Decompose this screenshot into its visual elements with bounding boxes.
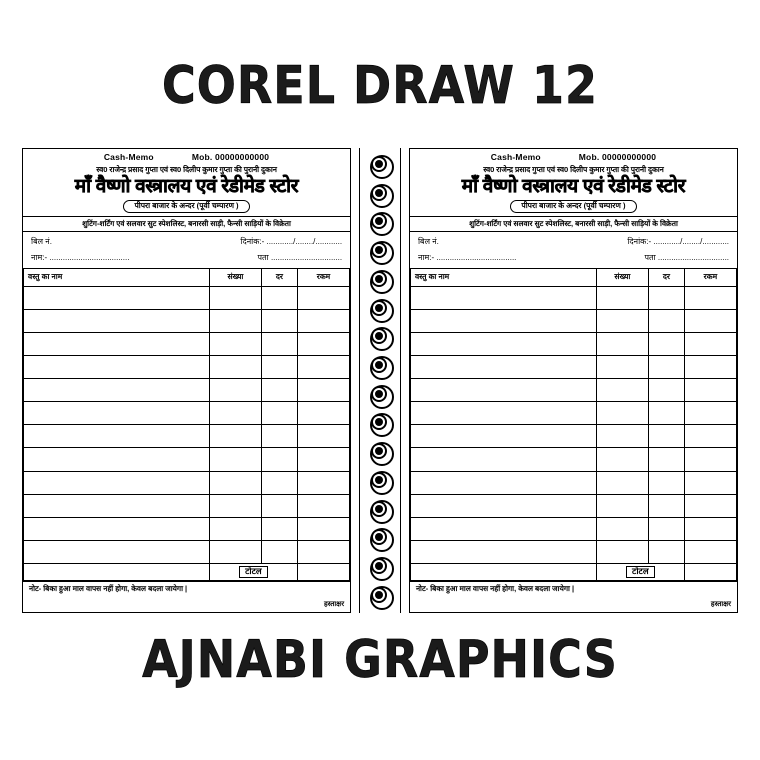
table-row bbox=[410, 286, 736, 309]
table-cell bbox=[684, 333, 736, 356]
name-address-row bbox=[31, 253, 342, 262]
table-cell bbox=[209, 425, 261, 448]
shop-name: माँ वैष्णो वस्त्रालय एवं रेडीमेड स्टोर bbox=[74, 176, 299, 198]
table-cell bbox=[648, 333, 684, 356]
table-cell bbox=[684, 425, 736, 448]
table-cell bbox=[24, 402, 210, 425]
table-cell bbox=[262, 356, 298, 379]
table-cell bbox=[262, 286, 298, 309]
table-cell bbox=[596, 402, 648, 425]
table-cell bbox=[262, 310, 298, 333]
table-cell bbox=[596, 310, 648, 333]
name-label: नाम:- bbox=[31, 252, 48, 262]
table-row bbox=[410, 310, 736, 333]
col-rate: दर bbox=[262, 268, 298, 286]
table-cell bbox=[684, 494, 736, 517]
memo-topline bbox=[410, 149, 737, 165]
date-label: दिनांक:- bbox=[627, 236, 652, 246]
table-cell bbox=[262, 402, 298, 425]
cash-memo-label: Cash-Memo bbox=[490, 152, 541, 162]
table-cell bbox=[648, 471, 684, 494]
table-cell bbox=[297, 333, 349, 356]
table-cell bbox=[262, 333, 298, 356]
table-cell bbox=[297, 517, 349, 540]
col-amount: रकम bbox=[297, 268, 349, 286]
table-cell bbox=[596, 286, 648, 309]
ornament-motif-icon bbox=[367, 181, 393, 207]
specialty-band: शुटिंग-शर्टिंग एवं सलवार सुट स्पेशलिस्ट, बनारसी साड़ी, फैन्सी साड़ियों के विक्रेता bbox=[410, 216, 737, 232]
shop-address-wrap bbox=[23, 199, 350, 216]
specialty-band: शुटिंग-शर्टिंग एवं सलवार सुट स्पेशलिस्ट, बनारसी साड़ी, फैन्सी साड़ियों के विक्रेता bbox=[23, 216, 350, 232]
table-cell bbox=[410, 286, 596, 309]
memo-fields bbox=[410, 232, 737, 268]
table-cell bbox=[24, 471, 210, 494]
shop-address: पीपरा बाजार के अन्दर (पूर्वी चम्पारण ) bbox=[510, 200, 636, 213]
table-cell bbox=[596, 425, 648, 448]
table-cell bbox=[684, 356, 736, 379]
total-row bbox=[410, 563, 736, 581]
ornament-motif-icon bbox=[367, 468, 393, 494]
table-row bbox=[24, 540, 350, 563]
table-row bbox=[410, 471, 736, 494]
table-cell bbox=[24, 286, 210, 309]
name-label: नाम:- bbox=[417, 252, 435, 262]
bill-date-row bbox=[418, 237, 729, 246]
cash-memo-left bbox=[22, 148, 351, 613]
date-value: ............/......../............ bbox=[653, 236, 730, 246]
ornament-motif-icon bbox=[367, 583, 393, 609]
table-cell bbox=[596, 494, 648, 517]
table-row bbox=[24, 402, 350, 425]
signature-label: हस्ताक्षर bbox=[323, 600, 345, 608]
table-cell bbox=[684, 448, 736, 471]
total-label-cell bbox=[596, 563, 684, 581]
table-cell bbox=[297, 425, 349, 448]
table-cell bbox=[24, 310, 210, 333]
table-cell bbox=[209, 310, 261, 333]
table-cell bbox=[24, 494, 210, 517]
table-cell bbox=[297, 471, 349, 494]
total-label-cell bbox=[209, 563, 297, 581]
name-field bbox=[31, 253, 129, 262]
items-header-row bbox=[24, 268, 350, 286]
table-cell bbox=[410, 448, 596, 471]
table-row bbox=[24, 333, 350, 356]
table-row bbox=[410, 540, 736, 563]
table-cell bbox=[596, 517, 648, 540]
table-cell bbox=[297, 540, 349, 563]
table-cell bbox=[410, 494, 596, 517]
table-row bbox=[410, 517, 736, 540]
table-cell bbox=[648, 494, 684, 517]
table-row bbox=[24, 448, 350, 471]
table-cell bbox=[297, 402, 349, 425]
memo-fields bbox=[23, 232, 350, 268]
table-row bbox=[24, 425, 350, 448]
table-row bbox=[410, 494, 736, 517]
table-cell bbox=[410, 471, 596, 494]
memo-note: नोट- बिका हुआ माल वापस नहीं होगा, केवल बदला जायेगा | bbox=[410, 581, 737, 595]
table-cell bbox=[262, 425, 298, 448]
table-cell bbox=[648, 356, 684, 379]
table-cell bbox=[297, 379, 349, 402]
ornament-motif-icon bbox=[367, 152, 393, 178]
table-cell bbox=[209, 379, 261, 402]
address-field bbox=[258, 253, 343, 262]
table-cell bbox=[648, 286, 684, 309]
items-header-row bbox=[410, 268, 736, 286]
total-amount-cell bbox=[684, 563, 736, 581]
date-field bbox=[627, 237, 729, 246]
table-cell bbox=[262, 540, 298, 563]
table-row bbox=[410, 425, 736, 448]
total-row bbox=[24, 563, 350, 581]
table-row bbox=[24, 379, 350, 402]
table-cell bbox=[297, 494, 349, 517]
table-cell bbox=[297, 310, 349, 333]
table-cell bbox=[209, 471, 261, 494]
name-address-row bbox=[418, 253, 729, 262]
name-field bbox=[418, 253, 516, 262]
date-value: ............/......../............ bbox=[266, 236, 343, 246]
address-label: पता bbox=[644, 252, 656, 262]
col-qty: संख्या bbox=[596, 268, 648, 286]
table-cell bbox=[24, 356, 210, 379]
table-row bbox=[24, 286, 350, 309]
table-cell bbox=[648, 448, 684, 471]
table-cell bbox=[596, 379, 648, 402]
table-cell bbox=[410, 425, 596, 448]
table-cell bbox=[24, 379, 210, 402]
total-amount-cell bbox=[297, 563, 349, 581]
table-cell bbox=[262, 494, 298, 517]
proprietor-line: स्व0 राजेन्द्र प्रसाद गुप्ता एवं स्व0 दिलीप कुमार गुप्ता की पुरानी दुकान bbox=[96, 164, 277, 174]
ornament-motif-icon bbox=[367, 439, 393, 465]
table-cell bbox=[596, 333, 648, 356]
name-dots: .................................... bbox=[436, 252, 517, 262]
table-cell bbox=[410, 379, 596, 402]
ornament-motif-icon bbox=[367, 238, 393, 264]
col-rate: दर bbox=[648, 268, 684, 286]
bill-no-label: बिल नं. bbox=[417, 236, 439, 246]
table-row bbox=[24, 356, 350, 379]
cash-memo-label: Cash-Memo bbox=[103, 152, 154, 162]
ornamental-divider bbox=[359, 148, 401, 613]
table-cell bbox=[24, 448, 210, 471]
shop-address: पीपरा बाजार के अन्दर (पूर्वी चम्पारण ) bbox=[123, 200, 249, 213]
table-cell bbox=[684, 540, 736, 563]
table-cell bbox=[209, 448, 261, 471]
total-spacer bbox=[24, 563, 210, 581]
table-cell bbox=[24, 333, 210, 356]
ornament-motif-icon bbox=[367, 267, 393, 293]
table-cell bbox=[410, 333, 596, 356]
ornament-motif-icon bbox=[367, 382, 393, 408]
table-cell bbox=[297, 286, 349, 309]
table-cell bbox=[684, 471, 736, 494]
ornament-column bbox=[360, 148, 400, 613]
signature-label: हस्ताक्षर bbox=[710, 600, 732, 608]
items-table bbox=[410, 268, 737, 582]
name-dots: .................................... bbox=[49, 252, 130, 262]
table-cell bbox=[297, 448, 349, 471]
table-cell bbox=[209, 356, 261, 379]
table-row bbox=[24, 494, 350, 517]
table-cell bbox=[410, 540, 596, 563]
table-cell bbox=[209, 286, 261, 309]
col-qty: संख्या bbox=[209, 268, 261, 286]
table-row bbox=[410, 448, 736, 471]
table-row bbox=[410, 402, 736, 425]
page-title-top: COREL DRAW 12 bbox=[162, 54, 598, 116]
ornament-motif-icon bbox=[367, 497, 393, 523]
table-cell bbox=[262, 471, 298, 494]
col-item-name: वस्तु का नाम bbox=[24, 268, 210, 286]
table-cell bbox=[648, 517, 684, 540]
table-cell bbox=[648, 402, 684, 425]
shop-address-wrap bbox=[410, 199, 737, 216]
ornament-motif-icon bbox=[367, 554, 393, 580]
table-cell bbox=[648, 379, 684, 402]
ornament-motif-icon bbox=[367, 410, 393, 436]
memo-topline bbox=[23, 149, 350, 165]
ornament-motif-icon bbox=[367, 353, 393, 379]
table-cell bbox=[24, 517, 210, 540]
table-cell bbox=[596, 471, 648, 494]
ornament-motif-icon bbox=[367, 296, 393, 322]
table-cell bbox=[596, 448, 648, 471]
date-label: दिनांक:- bbox=[240, 236, 265, 246]
memo-area bbox=[22, 148, 738, 613]
table-cell bbox=[262, 379, 298, 402]
ornament-motif-icon bbox=[367, 525, 393, 551]
table-cell bbox=[596, 540, 648, 563]
total-label: टोटल bbox=[239, 566, 268, 578]
table-cell bbox=[648, 425, 684, 448]
table-cell bbox=[684, 310, 736, 333]
table-row bbox=[410, 379, 736, 402]
items-body-left bbox=[24, 286, 350, 563]
table-cell bbox=[24, 425, 210, 448]
total-spacer bbox=[410, 563, 596, 581]
table-cell bbox=[209, 333, 261, 356]
items-body-right bbox=[410, 286, 736, 563]
ornament-motif-icon bbox=[367, 209, 393, 235]
table-cell bbox=[209, 494, 261, 517]
cash-memo-right bbox=[409, 148, 738, 613]
table-cell bbox=[209, 517, 261, 540]
table-cell bbox=[24, 540, 210, 563]
memo-note: नोट- बिका हुआ माल वापस नहीं होगा, केवल बदला जायेगा | bbox=[23, 581, 350, 595]
page-title-bottom: AJNABI GRAPHICS bbox=[142, 628, 618, 690]
address-dots: ................................ bbox=[657, 252, 730, 262]
table-cell bbox=[410, 402, 596, 425]
address-label: पता bbox=[257, 252, 269, 262]
col-item-name: वस्तु का नाम bbox=[410, 268, 596, 286]
table-cell bbox=[648, 540, 684, 563]
table-cell bbox=[684, 402, 736, 425]
mobile-number: Mob. 00000000000 bbox=[578, 152, 657, 162]
date-field bbox=[240, 237, 342, 246]
bill-no-label: बिल नं. bbox=[31, 236, 52, 246]
table-row bbox=[410, 333, 736, 356]
table-cell bbox=[684, 286, 736, 309]
bill-date-row bbox=[31, 237, 342, 246]
total-label: टोटल bbox=[626, 566, 655, 578]
address-dots: ................................ bbox=[270, 252, 343, 262]
table-row bbox=[24, 310, 350, 333]
table-cell bbox=[262, 448, 298, 471]
table-row bbox=[410, 356, 736, 379]
mobile-number: Mob. 00000000000 bbox=[191, 152, 270, 162]
table-cell bbox=[262, 517, 298, 540]
table-cell bbox=[410, 517, 596, 540]
table-cell bbox=[297, 356, 349, 379]
shop-name: माँ वैष्णो वस्त्रालय एवं रेडीमेड स्टोर bbox=[461, 176, 686, 198]
table-row bbox=[24, 517, 350, 540]
items-table bbox=[23, 268, 350, 582]
table-cell bbox=[684, 517, 736, 540]
table-cell bbox=[684, 379, 736, 402]
proprietor-line: स्व0 राजेन्द्र प्रसाद गुप्ता एवं स्व0 दिलीप कुमार गुप्ता की पुरानी दुकान bbox=[483, 164, 664, 174]
table-row bbox=[24, 471, 350, 494]
col-amount: रकम bbox=[684, 268, 736, 286]
table-cell bbox=[410, 310, 596, 333]
table-cell bbox=[209, 402, 261, 425]
address-field bbox=[644, 253, 729, 262]
ornament-motif-icon bbox=[367, 324, 393, 350]
table-cell bbox=[209, 540, 261, 563]
table-cell bbox=[410, 356, 596, 379]
table-cell bbox=[596, 356, 648, 379]
table-cell bbox=[648, 310, 684, 333]
